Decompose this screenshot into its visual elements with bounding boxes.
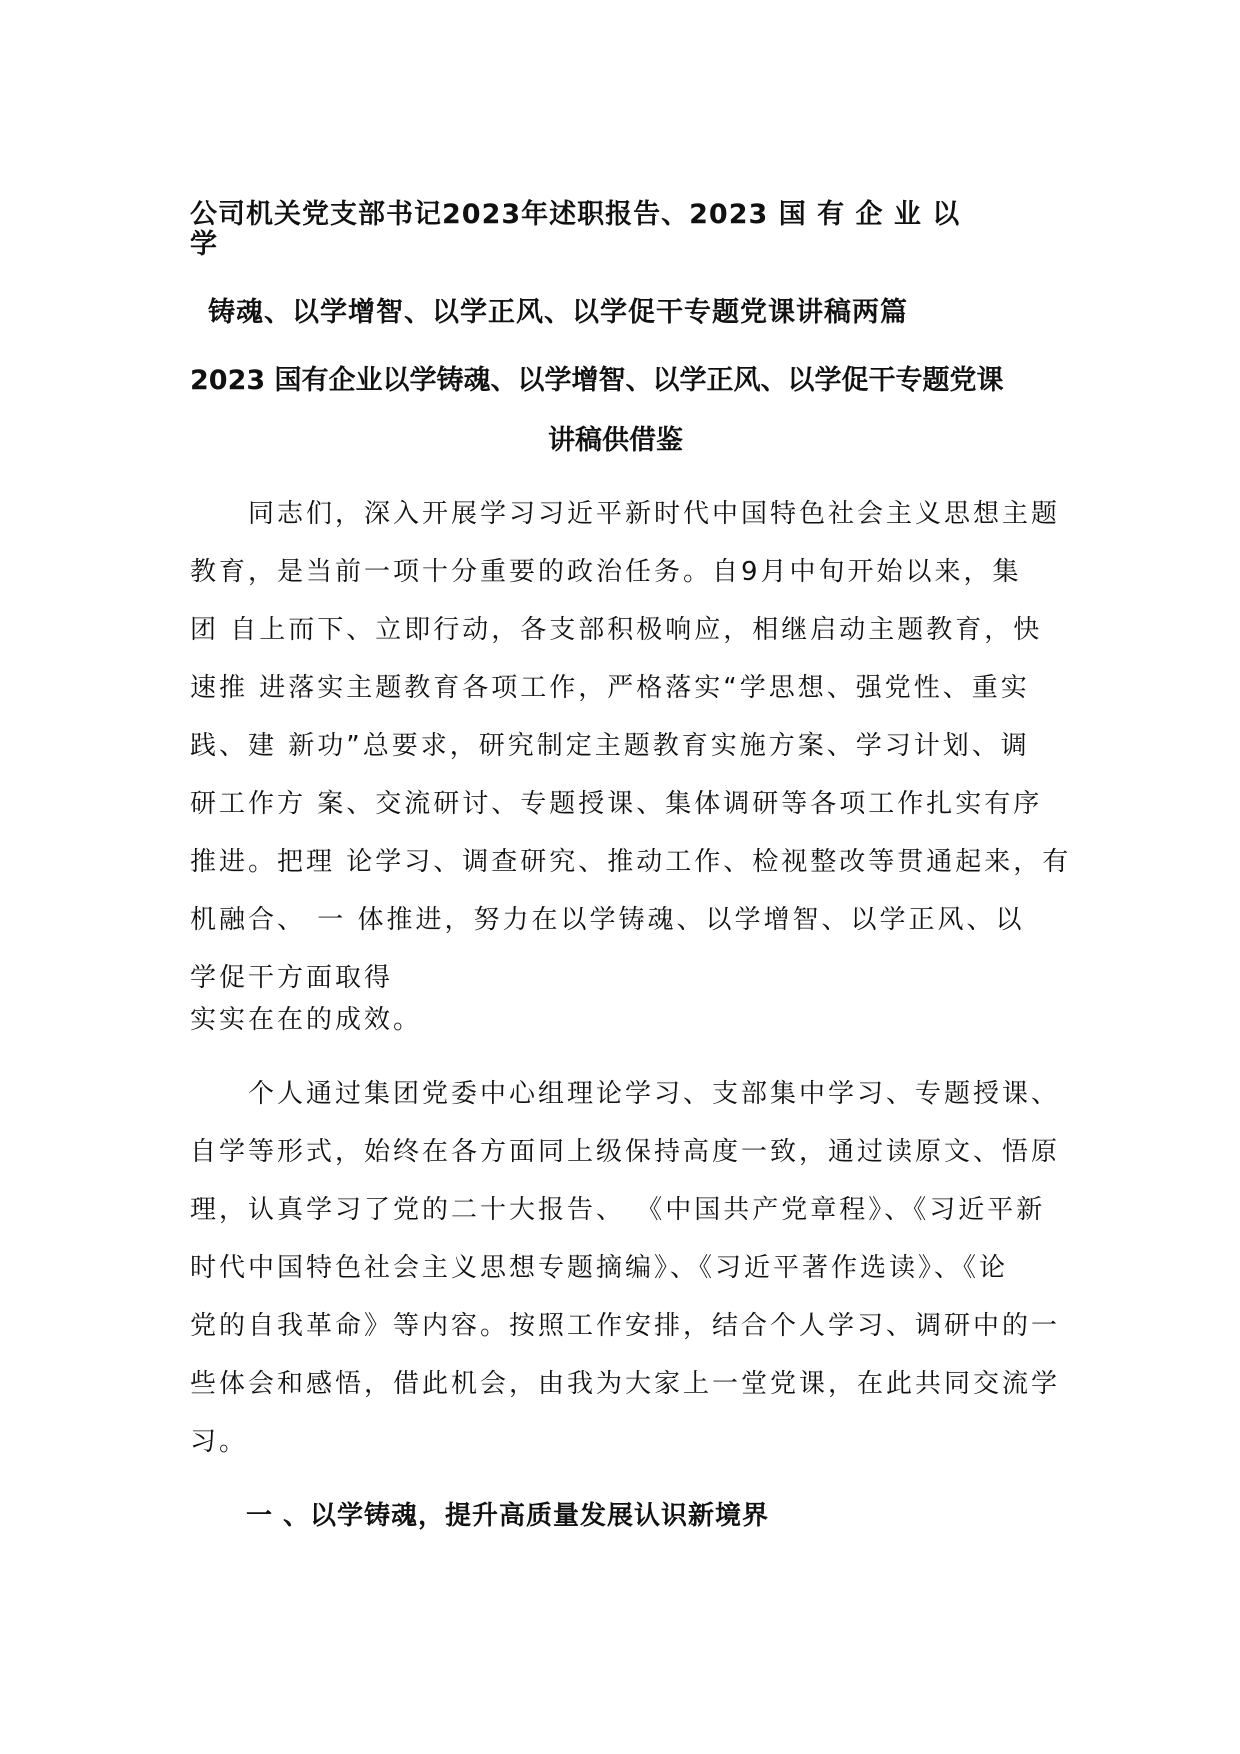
paragraph1-line: 推进。把理 论学习、调查研究、推动工作、检视整改等贯通起来，有 (190, 847, 1072, 877)
paragraph2-line: 党的自我革命》等内容。按照工作安排，结合个人学习、调研中的一 (190, 1311, 1061, 1341)
paragraph1-line: 学促干方面取得 (190, 963, 394, 993)
paragraph2-line: 个人通过集团党委中心组理论学习、支部集中学习、专题授课、 (248, 1079, 1061, 1109)
paragraph1-line: 机融合、 一 体推进，努力在以学铸魂、以学增智、以学正风、以 (190, 905, 1025, 935)
paragraph2-line: 习。 (190, 1427, 249, 1457)
paragraph2-line: 理，认真学习了党的二十大报告、 《中国共产党章程》、《习近平新 (190, 1195, 1046, 1225)
paragraph2-line: 时代中国特色社会主义思想专题摘编》、《习近平著作选读》、《论 (190, 1253, 1009, 1283)
paragraph1-line: 践、建 新功”总要求，研究制定主题教育实施方案、学习计划、调 (190, 731, 1030, 761)
main-title-line-3: 铸魂、以学增智、以学正风、以学促干专题党课讲稿两篇 (208, 297, 908, 328)
sub-title-line-1: 2023 国有企业以学铸魂、以学增智、以学正风、以学促干专题党课 (190, 365, 1004, 396)
paragraph2-line: 些体会和感悟，借此机会，由我为大家上一堂党课，在此共同交流学 (190, 1369, 1061, 1399)
main-title-line-1: 公司机关党支部书记2023年述职报告、2023 国 有 企 业 以 (190, 199, 961, 230)
main-title-line-2: 学 (190, 229, 218, 260)
sub-title-line-2: 讲稿供借鉴 (548, 425, 683, 456)
paragraph1-line: 团 自上而下、立即行动，各支部积极响应，相继启动主题教育，快 (190, 615, 1043, 645)
paragraph1-line: 教育，是当前一项十分重要的政治任务。自9月中旬开始以来，集 (190, 557, 1022, 587)
section-heading: 一 、以学铸魂，提升高质量发展认识新境界 (246, 1501, 770, 1531)
paragraph1-line: 实实在在的成效。 (190, 1005, 423, 1035)
paragraph1-line: 研工作方 案、交流研讨、专题授课、集体调研等各项工作扎实有序 (190, 789, 1043, 819)
paragraph1-line: 速推 进落实主题教育各项工作，严格落实“学思想、强党性、重实 (190, 673, 1030, 703)
paragraph1-line: 同志们，深入开展学习习近平新时代中国特色社会主义思想主题 (248, 499, 1061, 529)
paragraph2-line: 自学等形式，始终在各方面同上级保持高度一致，通过读原文、悟原 (190, 1137, 1061, 1167)
